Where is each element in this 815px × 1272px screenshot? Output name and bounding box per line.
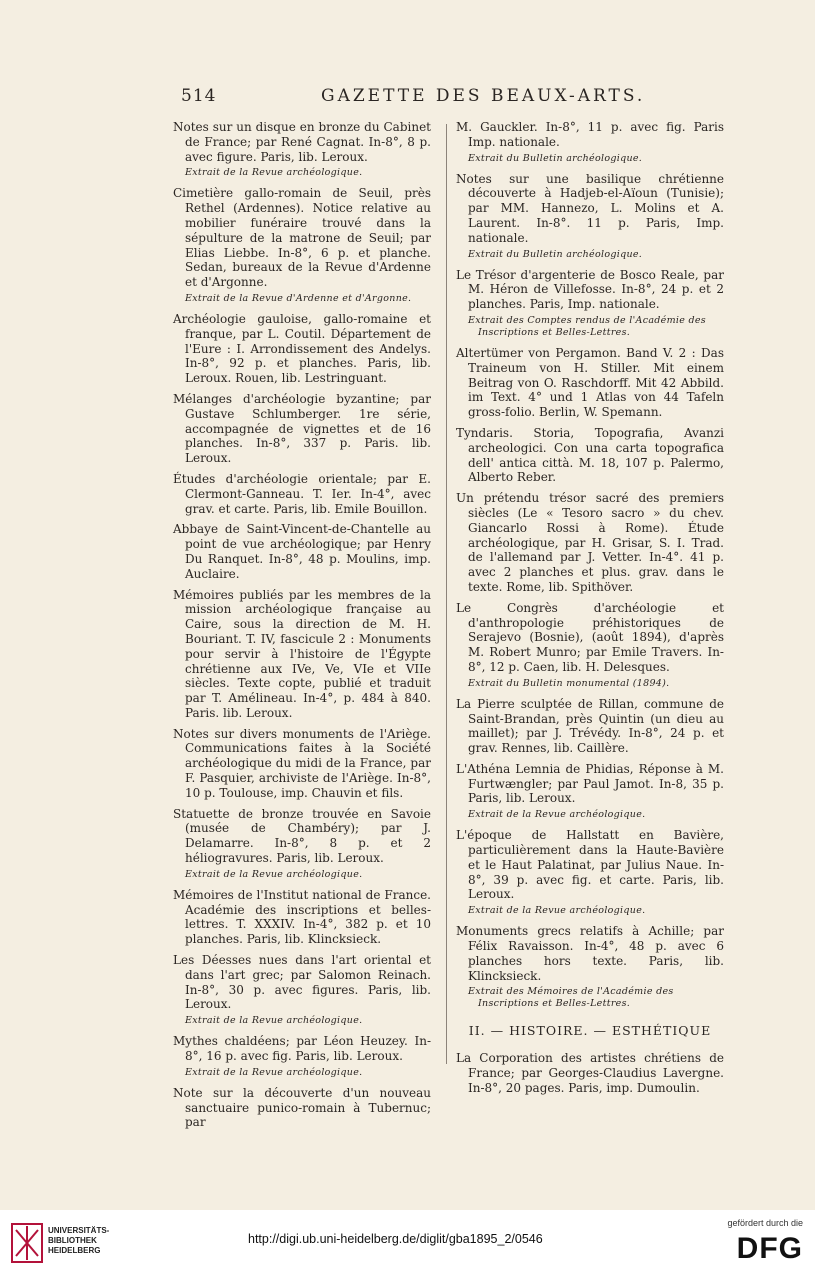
library-line: HEIDELBERG <box>48 1246 101 1255</box>
bibliography-entry: Un prétendu trésor sacré des premiers siècles (Le « Tesoro sacro » du chev. Giancarlo Rossi à Rome). Étude archéologique, par H. Grisar, S. I. Trad. de l'allemand par J. Vetter. In-4°. 41 p. avec 2 planches et plus. grav. dans le texte. Rome, lib. Spithöver. <box>456 491 724 594</box>
bibliography-entry: Statuette de bronze trouvée en Savoie (musée de Chambéry); par J. Delamarre. In-8°, 8 p. et 2 héliogravures. Paris, lib. Leroux. <box>173 806 431 866</box>
bibliography-entry: Le Congrès d'archéologie et d'anthropologie préhistoriques de Serajevo (Bosnie), (août 1894), d'après M. Robert Munro; par Emile Travers. In-8°, 12 p. Caen, lib. H. Delesques. <box>456 600 724 674</box>
source-note: Extrait de la Revue archéologique. <box>185 1066 363 1078</box>
section-heading: II. — HISTOIRE. — ESTHÉTIQUE <box>468 1023 712 1039</box>
bibliography-entry: Mélanges d'archéologie byzantine; par Gustave Schlumberger. 1re série, accompagnée de vignettes et de 16 planches. In-8°, 337 p. Paris. lib. Leroux. <box>173 391 431 466</box>
source-note: Extrait de la Revue d'Ardenne et d'Argonne. <box>185 292 412 304</box>
source-note: Extrait de la Revue archéologique. <box>185 868 363 880</box>
right-column <box>456 120 724 1102</box>
library-line: BIBLIOTHEK <box>48 1236 97 1245</box>
bibliography-entry: Les Déesses nues dans l'art oriental et dans l'art grec; par Salomon Reinach. In-8°, 30 p. avec figures. Paris, lib. Leroux. <box>173 953 431 1012</box>
running-title: GAZETTE DES BEAUX-ARTS. <box>321 86 646 106</box>
source-note: Extrait de la Revue archéologique. <box>185 1015 363 1027</box>
bibliography-entry: Mémoires publiés par les membres de la mission archéologique française au Caire, sous la direction de M. H. Bouriant. T. IV, fascicule 2 : Monuments pour servir à l'histoire de l'Égypte chrétienne aux IVe, Ve, VIe et VIIe siècles. Texte copte, publié et traduit par T. Amélineau. In-4°, p. 484 à 840. Paris. lib. Leroux. <box>173 587 431 720</box>
bibliography-entry: Notes sur un disque en bronze du Cabinet de France; par René Cagnat. In-8°, 8 p. avec figure. Paris, lib. Leroux. <box>173 120 431 164</box>
source-note: Extrait de la Revue archéologique. <box>468 809 646 821</box>
bibliography-entry: La Corporation des artistes chrétiens de France; par Georges-Claudius Lavergne. In-8°, 20 pages. Paris, imp. Dumoulin. <box>456 1051 724 1095</box>
bibliography-entry: L'Athéna Lemnia de Phidias, Réponse à M. Furtwængler; par Paul Jamot. In-8, 35 p. Paris, lib. Leroux. <box>456 761 724 806</box>
page-header <box>181 86 721 114</box>
source-note: Extrait du Bulletin archéologique. <box>468 152 643 164</box>
source-note: Extrait des Comptes rendus de l'Académie des Inscriptions et Belles-Lettres. <box>468 314 706 338</box>
funded-by-label: gefördert durch die <box>727 1218 803 1228</box>
bibliography-entry: Notes sur une basilique chrétienne découverte à Hadjeb-el-Aïoun (Tunisie); par MM. Hannezo, L. Molins et A. Laurent. In-8°. 11 p. Paris, Imp. nationale. <box>456 171 724 245</box>
dfg-logo: DFG <box>736 1232 803 1265</box>
bibliography-entry: Le Trésor d'argenterie de Bosco Reale, par M. Héron de Villefosse. In-8°, 24 p. et 2 planches. Paris, Imp. nationale. <box>456 267 724 312</box>
bibliography-entry: Altertümer von Pergamon. Band V. 2 : Das Traineum von H. Stiller. Mit einem Beitrag von O. Raschdorff. Mit 42 Abbild. im Text. 4° und 1 Atlas von 44 Tafeln gross-folio. Berlin, W. Spemann. <box>456 345 724 420</box>
bibliography-entry: La Pierre sculptée de Rillan, commune de Saint-Brandan, près Quintin (un dieu au maillet); par J. Trévédy. In-8°, 24 p. et grav. Rennes, lib. Caillère. <box>456 696 724 756</box>
source-note: Extrait de la Revue archéologique. <box>468 905 646 917</box>
left-column <box>173 120 431 1136</box>
bibliography-entry: Notes sur divers monuments de l'Ariège. Communications faites à la Société archéologique du midi de la France, par F. Pasquier, archiviste de l'Ariège. In-8°, 10 p. Toulouse, imp. Chauvin et fils. <box>173 726 431 800</box>
source-note: Extrait du Bulletin monumental (1894). <box>468 677 670 689</box>
library-name <box>48 1226 109 1256</box>
source-note: Extrait de la Revue archéologique. <box>185 167 363 179</box>
page-number: 514 <box>181 86 217 106</box>
permalink[interactable]: http://digi.ub.uni-heidelberg.de/diglit/gba1895_2/0546 <box>248 1232 543 1246</box>
source-note: Extrait du Bulletin archéologique. <box>468 248 643 260</box>
bibliography-entry: Mémoires de l'Institut national de France. Académie des inscriptions et belles-lettres. T. XXXIV. In-4°, 382 p. et 10 planches. Paris, lib. Klincksieck. <box>173 887 431 947</box>
bibliography-entry: Tyndaris. Storia, Topografia, Avanzi archeologici. Con una carta topografica dell' antica città. M. 18, 107 p. Palermo, Alberto Reber. <box>456 425 724 485</box>
library-seal-icon <box>10 1222 44 1264</box>
library-line: UNIVERSITÄTS- <box>48 1226 110 1235</box>
bibliography-entry: M. Gauckler. In-8°, 11 p. avec fig. Paris Imp. nationale. <box>456 120 724 149</box>
source-note: Extrait des Mémoires de l'Académie des Inscriptions et Belles-Lettres. <box>468 986 674 1010</box>
bibliography-entry: Mythes chaldéens; par Léon Heuzey. In-8°, 16 p. avec fig. Paris, lib. Leroux. <box>173 1034 431 1064</box>
bibliography-entry: Cimetière gallo-romain de Seuil, près Rethel (Ardennes). Notice relative au mobilier funéraire trouvé dans la sépulture de la matrone de Seuil; par Elias Liebbe. In-8°, 6 p. et planche. Sedan, bureaux de la Revue d'Ardenne et d'Argonne. <box>173 186 431 290</box>
bibliography-entry: Abbaye de Saint-Vincent-de-Chantelle au point de vue archéologique; par Henry Du Ranquet. In-8°, 48 p. Moulins, imp. Auclaire. <box>173 522 431 581</box>
bibliography-entry: Note sur la découverte d'un nouveau sanctuaire punico-romain à Tubernuc; par <box>173 1085 431 1130</box>
bibliography-entry: Études d'archéologie orientale; par E. Clermont-Ganneau. T. Ier. In-4°, avec grav. et carte. Paris, lib. Emile Bouillon. <box>173 471 431 516</box>
bibliography-entry: Archéologie gauloise, gallo-romaine et franque, par L. Coutil. Département de l'Eure : I. Arrondissement des Andelys. In-8°, 92 p. et planches. Paris, lib. Leroux. Rouen, lib. Lestringuant. <box>173 311 431 386</box>
bibliography-entry: Monuments grecs relatifs à Achille; par Félix Ravaisson. In-4°, 48 p. avec 6 planches hors texte. Paris, lib. Klincksieck. <box>456 924 724 983</box>
page-footer <box>0 1210 815 1272</box>
column-divider <box>446 124 447 1064</box>
bibliography-entry: L'époque de Hallstatt en Bavière, particulièrement dans la Haute-Bavière et le Haut Palatinat, par Julius Naue. In-8°, 39 p. avec fig. et carte. Paris, lib. Leroux. <box>456 828 724 902</box>
